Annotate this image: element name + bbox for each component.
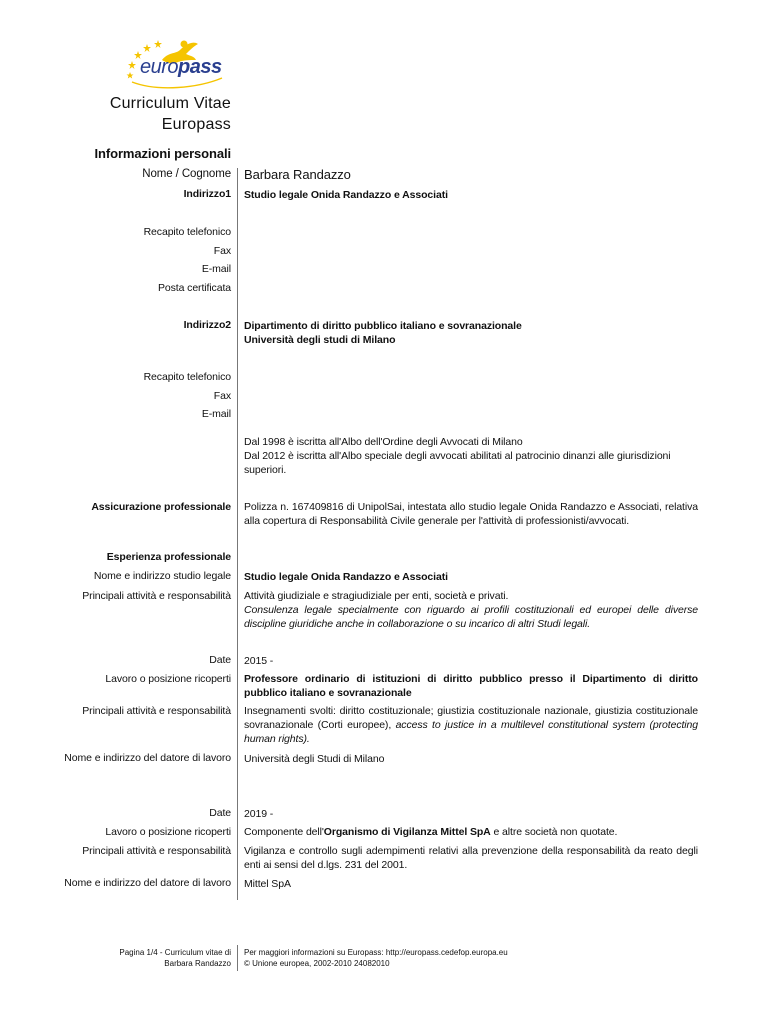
europass-logo — [118, 34, 228, 90]
wordmark-euro: euro — [140, 56, 179, 78]
job1-employer-value: Università degli Studi di Milano — [244, 753, 385, 765]
job1-position-label: Lavoro o posizione ricoperti — [105, 673, 231, 685]
job1-date-label: Date — [209, 654, 231, 666]
footer-right-line2: © Unione europea, 2002-2010 24082010 — [244, 959, 390, 968]
insurance-value: Polizza n. 167409816 di UnipolSai, intestata allo studio legale Onida Randazzo e Associati, relativa alla copertura di Responsabilità Civile generale per l'attività di professionisti/avvocati. — [244, 501, 698, 527]
firm-activities-label: Principali attività e responsabilità — [82, 590, 231, 602]
address2-value — [244, 319, 698, 347]
job2-activities-label: Principali attività e responsabilità — [82, 845, 231, 857]
fax2-label: Fax — [213, 390, 231, 402]
job2-date-label: Date — [209, 807, 231, 819]
column-divider — [237, 168, 238, 900]
job1-position-value: Professore ordinario di istituzioni di diritto pubblico presso il Dipartimento di diritto pubblico italiano e sovranazionale — [244, 673, 698, 699]
address2-label: Indirizzo2 — [183, 319, 231, 331]
address2-line1: Dipartimento di diritto pubblico italiano e sovranazionale — [244, 320, 522, 332]
pec-label: Posta certificata — [158, 282, 231, 294]
job2-position-label: Lavoro o posizione ricoperti — [105, 826, 231, 838]
footer-left-line1: Pagina 1/4 - Curriculum vitae di — [119, 948, 231, 957]
job2-activities-value: Vigilanza e controllo sugli adempimenti relativi alla prevenzione della responsabilità da reato degli enti ai sensi del d.lgs. 231 del 2001. — [244, 845, 698, 871]
cv-title-line2: Europass — [161, 116, 231, 133]
phone1-label: Recapito telefonico — [143, 226, 231, 238]
insurance-label: Assicurazione professionale — [91, 501, 231, 513]
cv-title — [110, 93, 231, 135]
cv-title-line1: Curriculum Vitae — [109, 95, 231, 112]
job1-activities-label: Principali attività e responsabilità — [82, 705, 231, 717]
job1-activities-normal: Insegnamenti svolti: diritto costituzionale; giustizia costituzionale nazionale, giustizia costituzionale sovranazionale (Corti europee), — [244, 705, 698, 731]
job1-activities-value — [244, 704, 698, 746]
phone2-label: Recapito telefonico — [143, 371, 231, 383]
job1-date-value: 2015 - — [244, 655, 274, 667]
albo-registration — [244, 435, 694, 477]
wordmark-pass: pass — [178, 56, 222, 78]
footer-divider — [237, 945, 238, 971]
albo-line1: Dal 1998 è iscritta all'Albo dell'Ordine degli Avvocati di Milano — [244, 436, 523, 448]
email1-label: E-mail — [201, 263, 231, 275]
job1-employer-label: Nome e indirizzo del datore di lavoro — [64, 752, 231, 764]
fax1-label: Fax — [213, 245, 231, 257]
address2-line2: Università degli studi di Milano — [244, 334, 396, 346]
name-label: Nome / Cognome — [142, 168, 231, 180]
footer-right-line1: Per maggiori informazioni su Europass: http://europass.cedefop.europa.eu — [244, 948, 508, 957]
job2-position-prefix: Componente dell' — [244, 826, 324, 838]
europass-wordmark — [140, 56, 222, 79]
section-title-personal: Informazioni personali — [94, 146, 231, 161]
firm-value: Studio legale Onida Randazzo e Associati — [244, 571, 448, 583]
job2-date-value: 2019 - — [244, 808, 274, 820]
job1-activities-italic: access to justice in a multilevel constitutional system (protecting human rights). — [244, 719, 699, 745]
job2-position-value — [244, 825, 698, 839]
firm-activities-value — [244, 589, 698, 631]
address1-value: Studio legale Onida Randazzo e Associati — [244, 189, 448, 201]
firm-label: Nome e indirizzo studio legale — [93, 570, 231, 582]
job2-employer-label: Nome e indirizzo del datore di lavoro — [64, 877, 231, 889]
address1-label: Indirizzo1 — [183, 188, 231, 200]
section-title-experience: Esperienza professionale — [106, 551, 231, 563]
job2-position-bold: Organismo di Vigilanza Mittel SpA — [323, 826, 491, 838]
firm-activities-italic: Consulenza legale specialmente con riguardo ai profili costituzionali ed europei delle diverse discipline giuridiche anche in collaborazione o su incarico di altri Studi legali. — [244, 604, 698, 630]
albo-line2: Dal 2012 è iscritta all'Albo speciale degli avvocati abilitati al patrocinio dinanzi alle giurisdizioni superiori. — [244, 450, 671, 476]
job2-employer-value: Mittel SpA — [244, 878, 291, 890]
firm-activities-line1: Attività giudiziale e stragiudiziale per enti, società e privati. — [244, 590, 509, 602]
footer-right — [244, 947, 508, 969]
footer-left-line2: Barbara Randazzo — [164, 959, 231, 968]
email2-label: E-mail — [201, 408, 231, 420]
name-value: Barbara Randazzo — [244, 167, 351, 182]
job2-position-suffix: e altre società non quotate. — [490, 826, 618, 838]
footer-left — [119, 947, 231, 969]
